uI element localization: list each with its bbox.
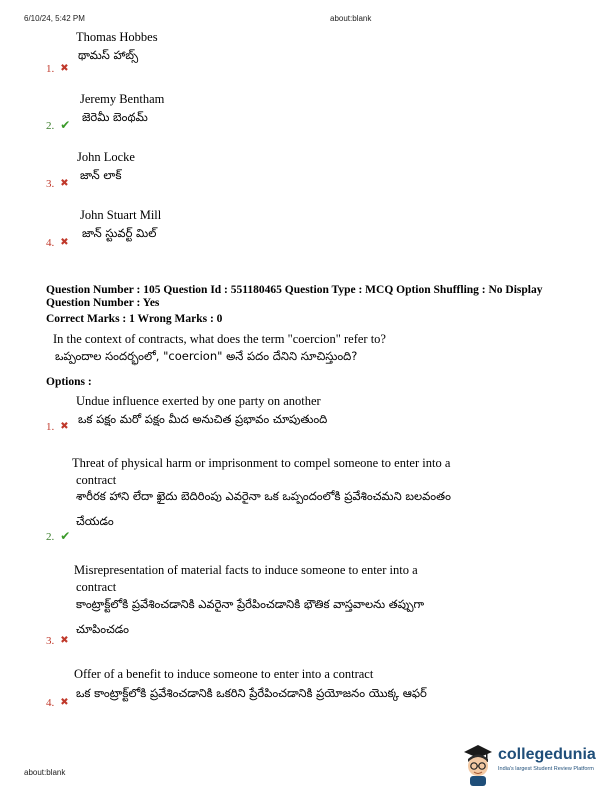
cross-icon: ✖ xyxy=(60,177,69,189)
question-text-english: In the context of contracts, what does the term "coercion" refer to? xyxy=(53,332,386,346)
option-3-english-line1: Misrepresentation of material facts to induce someone to enter into a xyxy=(74,563,418,577)
prev-option-4-english: John Stuart Mill xyxy=(80,208,162,222)
option-3-telugu-line2: చూపించడం xyxy=(76,622,129,636)
question-text-telugu: ఒప్పందాల సందర్భంలో, "coercion" అనే పదం దేనిని సూచిస్తుంది? xyxy=(55,349,358,363)
cross-icon: ✖ xyxy=(60,420,69,432)
option-2-telugu-line2: చేయడం xyxy=(76,514,114,528)
option-3-marker xyxy=(46,631,69,649)
option-2-telugu-line1: శారీరక హాని లేదా ఖైదు బెదిరింపు ఎవరైనా ఒక ఒప్పందంలోకి ప్రవేశించమని బలవంతం xyxy=(76,489,451,503)
question-meta-line2: Question Number : Yes xyxy=(46,297,160,309)
option-2-marker xyxy=(46,527,70,545)
prev-option-1-marker xyxy=(46,59,69,77)
question-marks: Correct Marks : 1 Wrong Marks : 0 xyxy=(46,313,223,325)
option-2-english-line2: contract xyxy=(76,473,117,487)
prev-option-2-marker xyxy=(46,116,70,134)
option-3-telugu-line1: కాంట్రాక్ట్‌లోకి ప్రవేశించడానికి ఎవరైనా ప్రేరేపించడానికి భౌతిక వాస్తవాలను తప్పుగా xyxy=(76,597,425,611)
logo-tagline: India's largest Student Review Platform xyxy=(498,766,594,772)
question-meta-line1: Question Number : 105 Question Id : 551180465 Question Type : MCQ Option Shuffling : No Display xyxy=(46,284,543,296)
mascot-icon xyxy=(460,742,496,786)
print-datetime: 6/10/24, 5:42 PM xyxy=(24,14,85,23)
option-number: 3. xyxy=(46,178,55,190)
option-1-telugu: ఒక పక్షం మరో పక్షం మీద అనుచిత ప్రభావం చూపుతుంది xyxy=(78,412,328,426)
cross-icon: ✖ xyxy=(60,62,69,74)
prev-option-4-telugu: జాన్ స్టువర్ట్ మిల్ xyxy=(82,226,157,240)
option-number: 1. xyxy=(46,421,55,433)
collegedunia-logo xyxy=(460,742,610,786)
prev-option-2-english: Jeremy Bentham xyxy=(80,92,165,106)
option-number: 2. xyxy=(46,531,55,543)
prev-option-2-telugu: జెరెమీ బెంథమ్ xyxy=(82,110,148,124)
option-4-english: Offer of a benefit to induce someone to enter into a contract xyxy=(74,667,374,681)
option-3-english-line2: contract xyxy=(76,580,117,594)
print-url: about:blank xyxy=(330,14,372,23)
option-number: 1. xyxy=(46,63,55,75)
cross-icon: ✖ xyxy=(60,236,69,248)
check-icon: ✔ xyxy=(60,117,71,132)
option-1-marker xyxy=(46,417,69,435)
option-1-english: Undue influence exerted by one party on another xyxy=(76,394,321,408)
option-number: 3. xyxy=(46,635,55,647)
cross-icon: ✖ xyxy=(60,696,69,708)
prev-option-3-telugu: జాన్ లాక్ xyxy=(80,168,122,182)
option-number: 2. xyxy=(46,120,55,132)
prev-option-3-english: John Locke xyxy=(77,150,135,164)
check-icon: ✔ xyxy=(60,528,71,543)
cross-icon: ✖ xyxy=(60,634,69,646)
option-number: 4. xyxy=(46,697,55,709)
logo-name: collegedunia xyxy=(498,746,596,763)
prev-option-4-marker xyxy=(46,233,69,251)
footer-url: about:blank xyxy=(24,768,66,777)
option-4-marker xyxy=(46,693,69,711)
prev-option-1-telugu: థామస్ హాబ్స్ xyxy=(78,48,139,62)
option-2-english-line1: Threat of physical harm or imprisonment to compel someone to enter into a xyxy=(72,456,451,470)
options-label: Options : xyxy=(46,376,92,388)
prev-option-1-english: Thomas Hobbes xyxy=(76,30,158,44)
prev-option-3-marker xyxy=(46,174,69,192)
option-4-telugu: ఒక కాంట్రాక్ట్‌లోకి ప్రవేశించడానికి ఒకరిని ప్రేరేపించడానికి ప్రయోజనం యొక్క ఆఫర్ xyxy=(76,686,427,700)
option-number: 4. xyxy=(46,237,55,249)
